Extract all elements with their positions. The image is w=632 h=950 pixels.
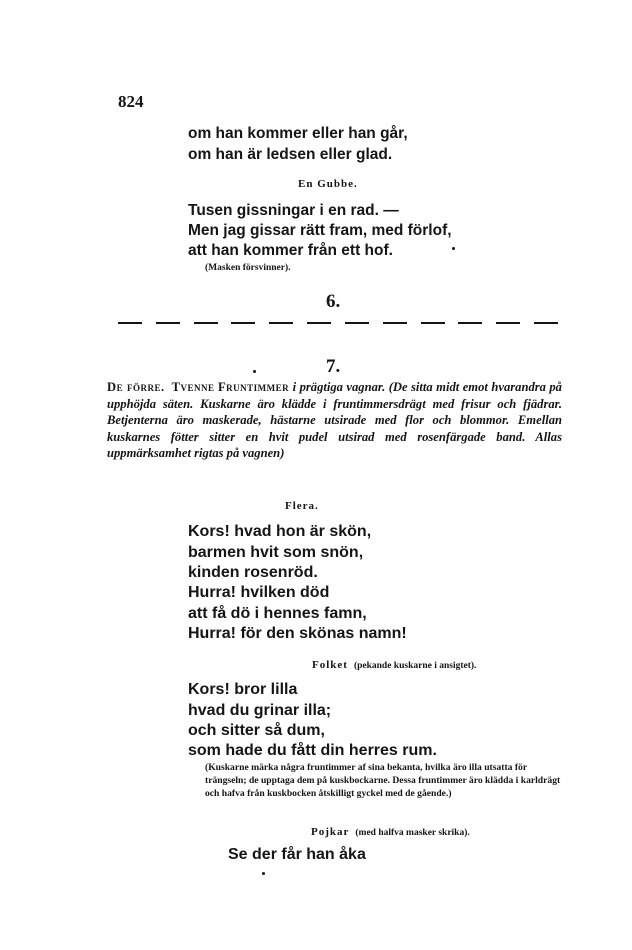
dash [534,322,558,324]
dash [118,322,142,324]
scene-number-7: 7. [326,356,341,377]
verse-line: att få dö i hennes famn, [188,605,367,622]
dash [345,322,369,324]
page-number: 824 [118,92,144,111]
verse-line: om han är ledsen eller glad. [188,146,393,163]
speaker-pojkar-line [311,822,470,840]
verse-line: Hurra! hvilken död [188,584,330,601]
verse-line: hvad du grinar illa; [188,702,332,719]
stage-de-forre: De förre. [107,380,165,394]
ink-speck [452,247,455,250]
verse-line: Hurra! för den skönas namn! [188,625,407,642]
verse-line: Kors! bror lilla [188,681,298,698]
verse-line: om han kommer eller han går, [188,125,408,142]
verse-line: Men jag gissar rätt fram, med förlof, [188,222,452,239]
stage-fruntimmer: Fruntimmer [217,380,290,394]
verse-line: att han kommer från ett hof. [188,242,393,259]
ink-speck [253,370,256,373]
stage-direction-pojkar: (med halfva masker skrika). [355,828,470,838]
speaker-en-gubbe: En Gubbe. [298,178,358,190]
dash [383,322,407,324]
dash [496,322,520,324]
verse-line: kinden rosenröd. [188,564,318,581]
dash [269,322,293,324]
speaker-folket-line [312,655,476,673]
speaker-pojkar: Pojkar [311,826,350,838]
dash-separator [118,322,558,324]
stage-description: i prägtiga vagnar. (De sitta midt emot hvarandra på upphöjda säten. Kuskarne äro klädde i fruntimmersdrägt med frisur och fjädrar. Betjenterna äro maskerade, hästarne utsirade med flor och blommor. Emellan kuskarnes fötter sitter en hvit pudel utsirad med rosenfärgade band. Allas uppmärksamhet rigtas på vagnen) [107,380,562,460]
verse-line: Tusen gissningar i en rad. — [188,202,399,219]
ink-speck [262,872,265,875]
stage-direction-kuskarne: (Kuskarne märka några fruntimmer af sina bekanta, hvilka äro illa utsatta för trängseln; de upptaga dem på kuskbockarne. Dessa fruntimmer äro klädda i karldrägt och hafva från kuskbocken åtskilligt gyckel med de gående.) [205,762,561,799]
verse-line: och sitter så dum, [188,722,325,739]
dash [194,322,218,324]
stage-tvenne: Tvenne [171,380,215,394]
dash [307,322,331,324]
dash [231,322,255,324]
verse-line: Se der får han åka [228,846,366,863]
verse-line: Kors! hvad hon är skön, [188,523,372,540]
verse-line: barmen hvit som snön, [188,544,364,561]
speaker-flera: Flera. [285,500,319,512]
scene-number-6: 6. [326,291,341,312]
verse-line: som hade du fått din herres rum. [188,742,437,759]
stage-direction-folket: (pekande kuskarne i ansigtet). [353,661,477,671]
dash [156,322,180,324]
dash [458,322,482,324]
stage-direction-scene7 [107,379,562,462]
speaker-folket: Folket [312,659,348,671]
stage-direction-masken: (Masken försvinner). [205,263,291,273]
dash [421,322,445,324]
